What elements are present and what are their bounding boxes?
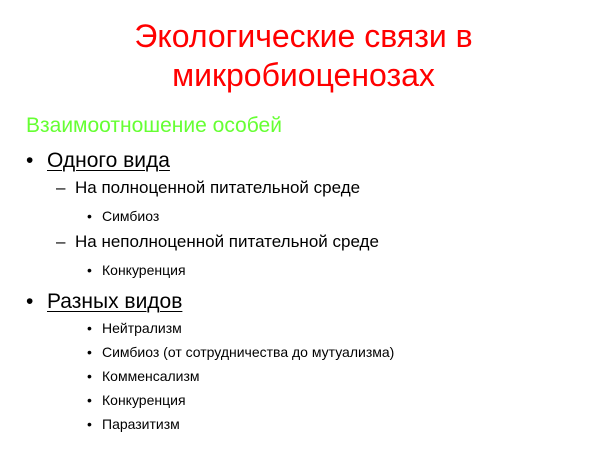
bullet-icon: • xyxy=(87,262,92,278)
list-item-level-3 xyxy=(87,415,180,433)
list-item-text: Паразитизм xyxy=(102,416,180,432)
list-item-text: Одного вида xyxy=(47,149,170,172)
list-item-text: Комменсализм xyxy=(102,368,200,384)
list-item-level-3 xyxy=(87,343,395,361)
list-item-text: Нейтрализм xyxy=(102,320,182,336)
list-item-level-3 xyxy=(87,319,182,337)
bullet-icon: • xyxy=(26,149,34,172)
bullet-icon: • xyxy=(26,290,34,313)
list-item-level-3 xyxy=(87,261,186,279)
slide-title xyxy=(0,17,607,95)
list-item-level-1 xyxy=(26,148,170,174)
list-item-text: Симбиоз (от сотрудничества до мутуализма) xyxy=(102,344,395,360)
list-item-level-2 xyxy=(56,231,379,253)
bullet-icon: • xyxy=(87,344,92,360)
slide-subtitle: Взаимоотношение особей xyxy=(26,114,282,137)
list-item-level-3 xyxy=(87,391,186,409)
bullet-icon: • xyxy=(87,368,92,384)
bullet-icon: • xyxy=(87,416,92,432)
bullet-icon: • xyxy=(87,208,92,224)
bullet-icon: • xyxy=(87,320,92,336)
list-item-text: На полноценной питательной среде xyxy=(75,178,361,197)
list-item-text: Конкуренция xyxy=(102,392,186,408)
list-item-level-3 xyxy=(87,207,160,225)
list-item-level-3 xyxy=(87,367,200,385)
list-item-text: Разных видов xyxy=(47,290,183,313)
list-item-level-2 xyxy=(56,177,361,199)
dash-icon: – xyxy=(56,178,66,197)
list-item-text: Конкуренция xyxy=(102,262,186,278)
slide-title-line-1: Экологические связи в xyxy=(134,18,473,54)
list-item-text: На неполноценной питательной среде xyxy=(75,232,379,251)
dash-icon: – xyxy=(56,232,66,251)
slide-title-line-2: микробиоценозах xyxy=(172,57,435,93)
bullet-icon: • xyxy=(87,392,92,408)
list-item-level-1 xyxy=(26,289,183,315)
list-item-text: Симбиоз xyxy=(102,208,160,224)
